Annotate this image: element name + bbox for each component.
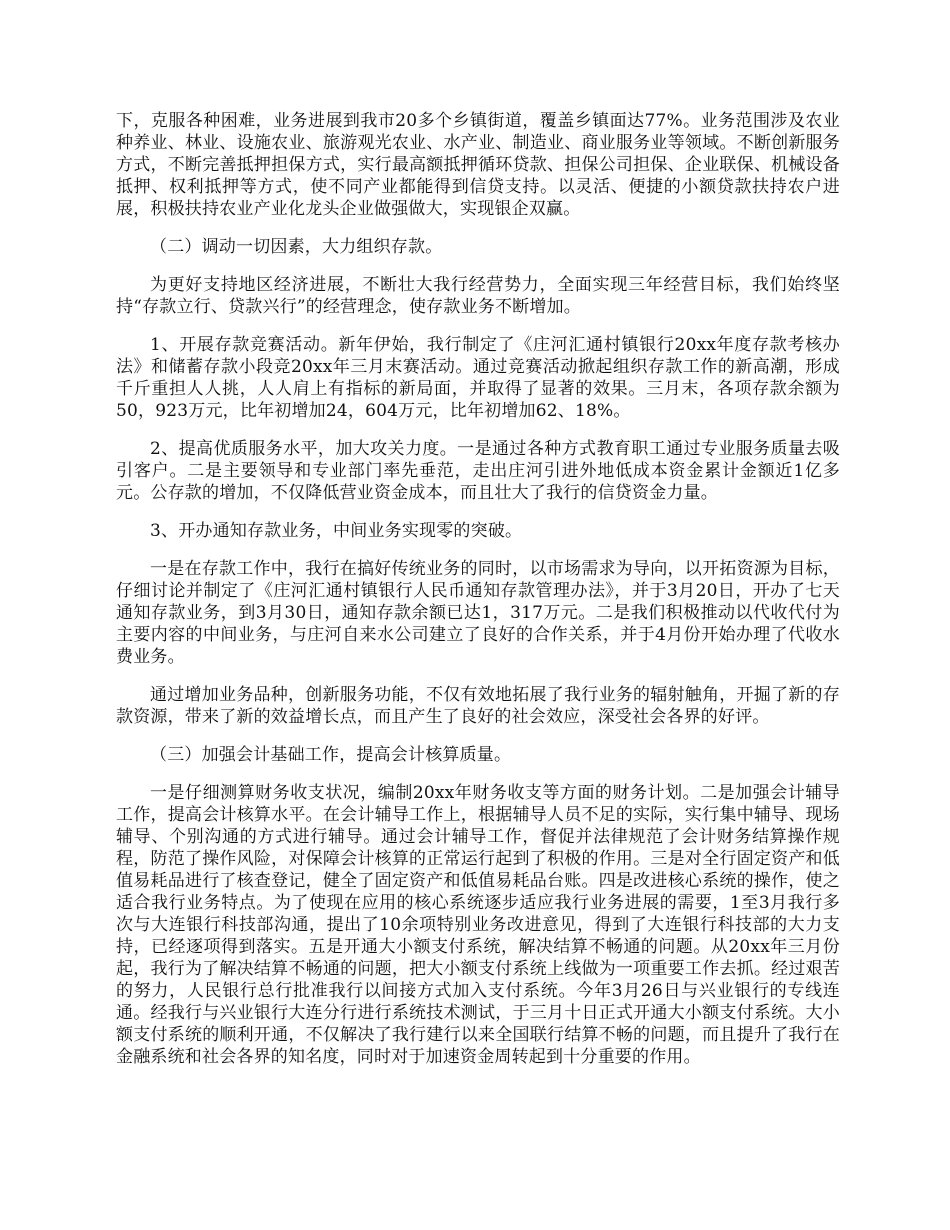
paragraph-business-expansion: 通过增加业务品种，创新服务功能，不仅有效地拓展了我行业务的辐射触角，开掘了新的存款资源，带来了新的效益增长点，而且产生了良好的社会效应，深受社会各界的好评。	[116, 685, 840, 727]
paragraph-deposit-competition: 1、开展存款竞赛活动。新年伊始，我行制定了《庄河汇通村镇银行20xx年度存款考核办法》和储蓄存款小段竞20xx年三月末赛活动。通过竞赛活动掀起组织存款工作的新高潮，形成千斤重担人人挑，人人肩上有指标的新局面，并取得了显著的效果。三月末，各项存款余额为50，923万元，比年初增加24，604万元，比年初增加62、18%。	[116, 335, 840, 421]
paragraph-notice-deposit-heading: 3、开办通知存款业务，中间业务实现零的突破。	[150, 521, 523, 541]
paragraph-notice-deposit-detail: 一是在存款工作中，我行在搞好传统业务的同时，以市场需求为导向，以开拓资源为目标，仔细讨论并制定了《庄河汇通村镇银行人民币通知存款管理办法》，并于3月20日，开办了七天通知存款业务，到3月30日，通知存款余额已达1，317万元。二是我们积极推动以代收代付为主要内容的中间业务，与庄河自来水公司建立了良好的合作关系，并于4月份开始办理了代收水费业务。	[116, 559, 840, 667]
section-heading-2: （二）调动一切因素，大力组织存款。	[150, 237, 443, 257]
paragraph-service-quality: 2、提高优质服务水平，加大攻关力度。一是通过各种方式教育职工通过专业服务质量去吸引客户。二是主要领导和专业部门率先垂范，走出庄河引进外地低成本资金累计金额近1亿多元。公存款的增加，不仅降低营业资金成本，而且壮大了我行的信贷资金力量。	[116, 439, 840, 503]
section-heading-3: （三）加强会计基础工作，提高会计核算质量。	[150, 745, 512, 765]
paragraph-deposit-philosophy: 为更好支持地区经济进展，不断壮大我行经营势力，全面实现三年经营目标，我们始终坚持“存款立行、贷款兴行”的经营理念，使存款业务不断增加。	[116, 275, 840, 317]
document-page	[116, 110, 840, 1084]
paragraph-intro-continuation: 下，克服各种困难，业务进展到我市20多个乡镇街道，覆盖乡镇面达77%。业务范围涉及农业种养业、林业、设施农业、旅游观光农业、水产业、制造业、商业服务业等领域。不断创新服务方式，不断完善抵押担保方式，实行最高额抵押循环贷款、担保公司担保、企业联保、机械设备抵押、权利抵押等方式，使不同产业都能得到信贷支持。以灵活、便捷的小额贷款扶持农户进展，积极扶持农业产业化龙头企业做强做大，实现银企双赢。	[116, 111, 840, 219]
paragraph-accounting-work: 一是仔细测算财务收支状况，编制20xx年财务收支等方面的财务计划。二是加强会计辅导工作，提高会计核算水平。在会计辅导工作上，根据辅导人员不足的实际，实行集中辅导、现场辅导、个别沟通的方式进行辅导。通过会计辅导工作，督促并法律规范了会计财务结算操作规程，防范了操作风险，对保障会计核算的正常运行起到了积极的作用。三是对全行固定资产和低值易耗品进行了核查登记，健全了固定资产和低值易耗品台账。四是改进核心系统的操作，使之适合我行业务特点。为了使现在应用的核心系统逐步适应我行业务进展的需要，1至3月我行多次与大连银行科技部沟通，提出了10余项特别业务改进意见，得到了大连银行科技部的大力支持，已经逐项得到落实。五是开通大小额支付系统，解决结算不畅通的问题。从20xx年三月份起，我行为了解决结算不畅通的问题，把大小额支付系统上线做为一项重要工作去抓。经过艰苦的努力，人民银行总行批准我行以间接方式加入支付系统。今年3月26日与兴业银行的专线连通。经我行与兴业银行大连分行进行系统技术测试，于三月十日正式开通大小额支付系统。大小额支付系统的顺利开通，不仅解决了我行建行以来全国联行结算不畅的问题，而且提升了我行在金融系统和社会各界的知名度，同时对于加速资金周转起到十分重要的作用。	[116, 783, 840, 1067]
